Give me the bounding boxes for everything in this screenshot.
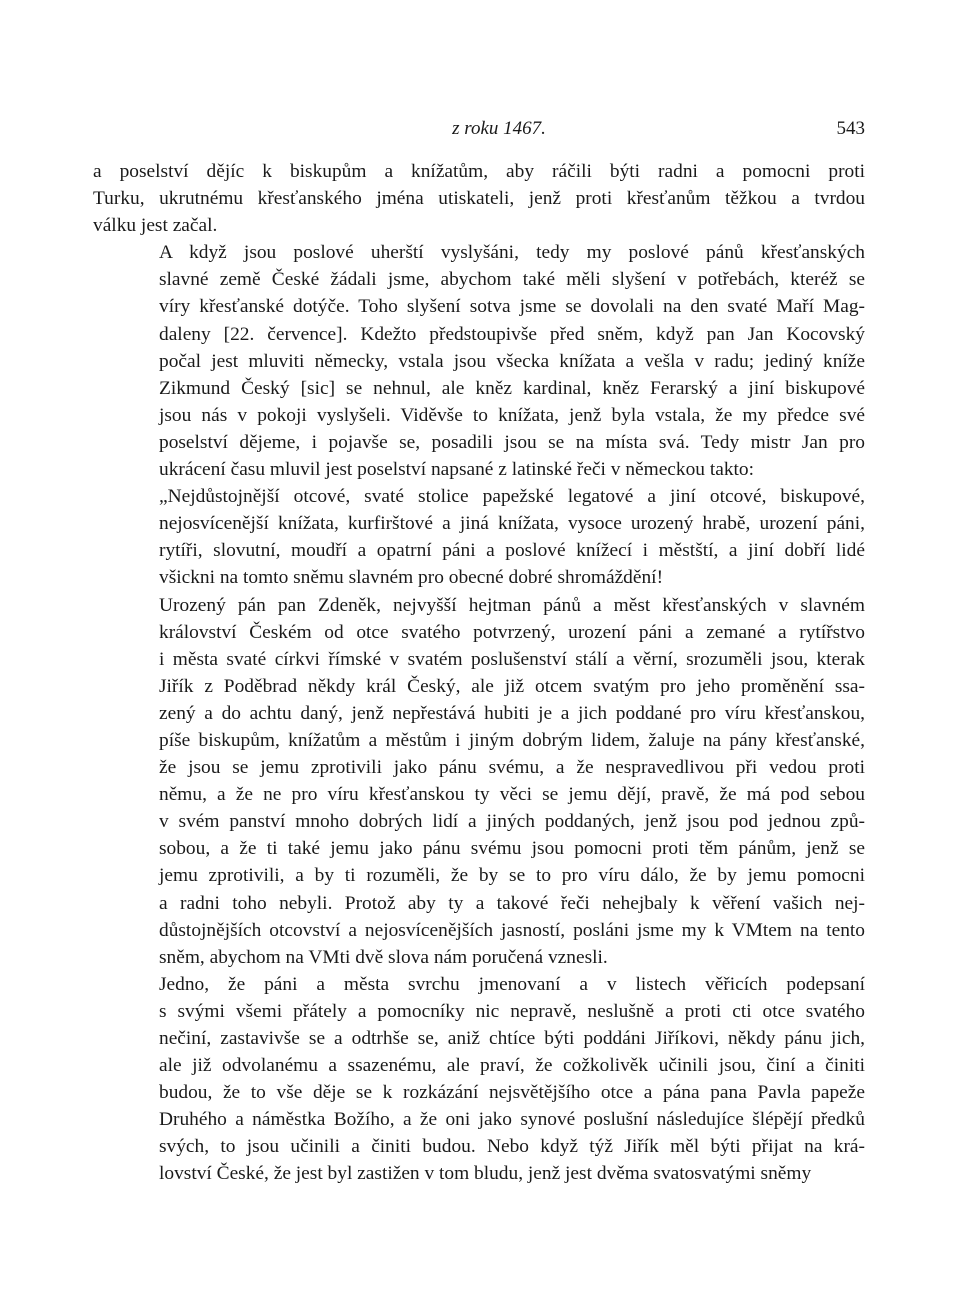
paragraph [93, 592, 865, 971]
text-line: němu, a že ne pro víru křesťanskou ty věci se jemu dějí, pravě, že má pod sebou [159, 784, 865, 806]
text-line: válku jest začal. [93, 215, 218, 237]
text-line: ukrácení času mluvil jest poselství napsané z latinské řeči v německou takto: [159, 459, 755, 481]
text-line: slavné země České žádali jsme, abychom také měli slyšení v potřebách, kteréž se [159, 269, 865, 291]
text-line: svých, to jsou učinili a činiti budou. Nebo když týž Jiřík měl býti přijat na krá- [159, 1136, 865, 1158]
text-line: Zikmund Český [sic] se nehnul, ale kněz kardinal, kněz Ferarský a jiní biskupové [159, 377, 865, 399]
text-line: daleny [22. července]. Kdežto předstoupivše před sněm, když pan Jan Kocovský [159, 323, 865, 345]
text-line: Urozený pán pan Zdeněk, nejvyšší hejtman pánů a měst křesťanských v slavném [159, 594, 865, 616]
text-line: s svými všemi přátely a pomocníky nic nepravě, neslušně a proti cti otce svatého [159, 1000, 865, 1022]
text-line: A když jsou poslové uherští vyslyšáni, tedy my poslové pánů křesťanských [159, 242, 865, 264]
text-line: a radni toho nebyli. Protož aby ty a takové řeči nehejbaly k věření vašich nej- [159, 892, 865, 914]
text-line: důstojnějších otcovství a nejosvícenějších jasností, posláni jsme my k VMtem na tento [159, 919, 865, 941]
paragraph [93, 483, 865, 591]
text-line: poselství dějeme, i pojavše se, posadili jsou se na místa svá. Tedy mistr Jan pro [159, 431, 865, 453]
text-line: království Českém od otce svatého potvrzený, urození páni a zemané a rytířstvo [159, 621, 865, 643]
page-header [93, 118, 865, 142]
text-line: Jedno, že páni a města svrchu jmenovaní a v listech věřicích podepsaní [159, 973, 865, 995]
text-line: sobou, a že ti také jemu jako pánu svému jsou pomocni proti těm pánům, jenž se [159, 838, 865, 860]
text-line: jsou nás v pokoji vyslyšeli. Viděvše to knížata, jenž byla vstala, že my předce své [159, 404, 865, 426]
text-line: Turku, ukrutnému křesťanského jména utiskateli, jenž proti křesťanům těžkou a tvrdou [93, 188, 865, 210]
text-line: sněm, abychom na VMti dvě slova nám poručená vznesli. [159, 946, 608, 968]
text-line: nejosvícenější knížata, kurfirštové a jiná knížata, vysoce urozený hrabě, urození páni, [159, 513, 865, 535]
text-line: zený a do achtu daný, jenž nepřestává hubiti je a jich poddané pro víru křesťanskou, [159, 702, 865, 724]
text-line: a poselství dějíc k biskupům a knížatům, aby ráčili býti radni a pomocni proti [93, 161, 865, 182]
text-line: všickni na tomto sněmu slavném pro obecné dobré shromáždění! [159, 567, 664, 589]
body-text [93, 158, 865, 1188]
text-line: Druhého a náměstka Božího, a že oni jako synové poslušní následujíce šlépějí předků [159, 1109, 865, 1131]
page-number: 543 [836, 118, 865, 139]
text-line: rytíři, slovutní, moudří a opatrní páni a poslové knížecí i městští, a jiní dobří lidé [159, 540, 865, 562]
text-line: ale již odvolanému a ssazenému, ale praví, že cožkolivěk učinili jsou, činí a činiti [159, 1055, 865, 1077]
running-head: z roku 1467. [452, 118, 546, 139]
text-line: jemu zprotivili, a by ti rozuměli, že by se to pro víru dálo, že by jemu pomocni [159, 865, 865, 887]
text-line: píše biskupům, knížatům a městům i jiným dobrým lidem, žaluje na pány křesťanské, [159, 729, 865, 751]
text-line: nečiní, zastavivše se a odtrhše se, aniž chtíce býti poddáni Jiříkovi, někdy pánu jich, [159, 1028, 865, 1049]
text-line: Jiřík z Poděbrad někdy král Český, ale již otcem svatým pro jeho proměnění ssa- [159, 675, 865, 697]
paragraph [93, 239, 865, 483]
paragraph [93, 158, 865, 239]
text-line: i města svaté církvi římské v svatém poslušenství stálí a věrní, srozuměli jsou, kterak [159, 648, 865, 670]
text-line: že jsou se jemu zprotivili jako pánu svému, a že nespravedlivou při vedou proti [159, 757, 865, 779]
paragraph [93, 971, 865, 1188]
text-line: lovství České, že jest byl zastižen v tom bludu, jenž jest dvěma svatosvatými sněmy [159, 1163, 812, 1185]
text-line: budou, že to vše děje se k rozkázání nejsvětějšího otce a pána pana Pavla papeže [159, 1082, 865, 1104]
text-line: v svém panství mnoho dobrých lidí a jiných poddaných, jenž jsou pod jednou způ- [159, 811, 865, 833]
text-line: „Nejdůstojnější otcové, svaté stolice papežské legatové a jiní otcové, biskupové, [159, 486, 865, 508]
text-line: víry křesťanské dotýče. Toho slyšení sotva jsme se dovolali na den svaté Maří Mag- [159, 296, 865, 318]
text-line: počal jest mluviti německy, vstala jsou všecka knížata a vešla v radu; jediný kníže [159, 350, 865, 372]
